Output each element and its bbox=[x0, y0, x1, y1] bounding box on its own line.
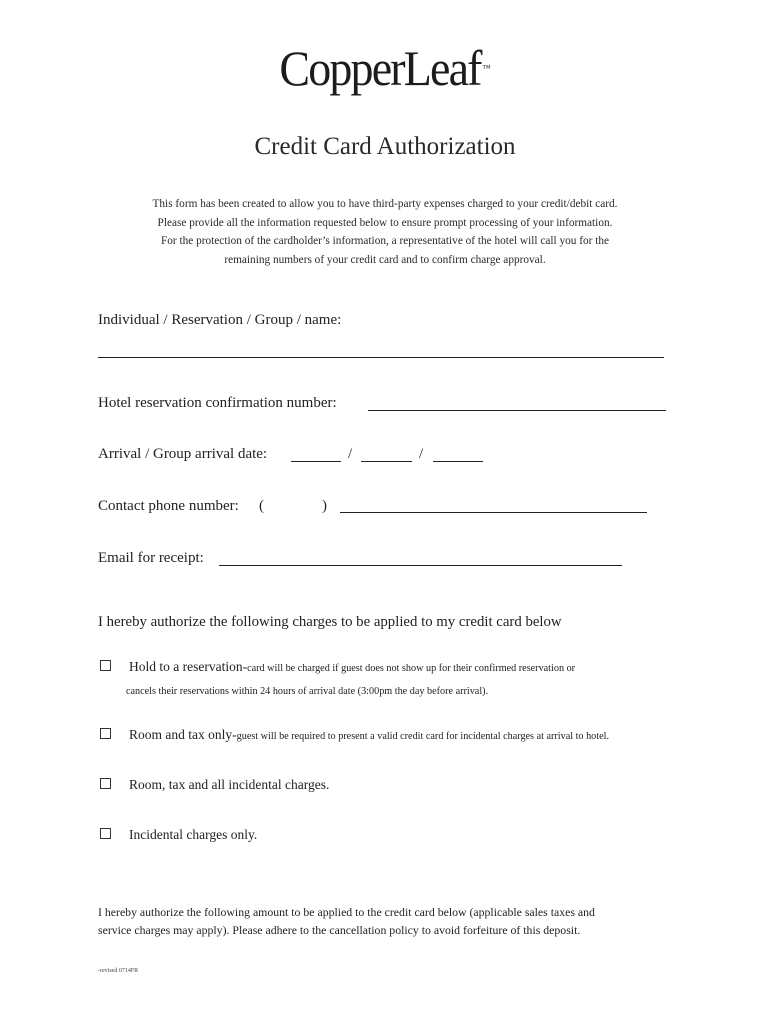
phone-close-paren: ) bbox=[322, 498, 327, 514]
option-detail: card will be charged if guest does not show up for their confirmed reservation or bbox=[247, 663, 576, 674]
intro-line: For the protection of the cardholder’s information, a representative of the hotel will call you for the bbox=[160, 235, 610, 247]
authorize-heading: I hereby authorize the following charges to be applied to my credit card below bbox=[98, 614, 562, 630]
intro-paragraph bbox=[90, 195, 680, 269]
email-label: Email for receipt: bbox=[98, 550, 204, 566]
phone-field-line[interactable] bbox=[340, 512, 647, 513]
checkbox-room-tax-incidentals[interactable] bbox=[100, 778, 111, 789]
confirmation-label: Hotel reservation confirmation number: bbox=[98, 395, 337, 411]
intro-line: remaining numbers of your credit card and to confirm charge approval. bbox=[224, 253, 546, 266]
option-label: Hold to a reservation- bbox=[129, 659, 248, 674]
revision-note: -revised 0714FR bbox=[98, 968, 139, 974]
logo-text: CopperLeaf bbox=[279, 40, 481, 96]
date-separator: / bbox=[348, 446, 353, 462]
phone-open-paren: ( bbox=[259, 498, 264, 514]
option-incidentals-only: Incidental charges only. bbox=[129, 827, 258, 842]
arrival-label: Arrival / Group arrival date: bbox=[98, 446, 268, 462]
option-hold-reservation bbox=[129, 658, 575, 678]
amount-text-line: service charges may apply). Please adhere to the cancellation policy to avoid forfeiture of this deposit. bbox=[98, 923, 581, 937]
date-separator: / bbox=[419, 446, 424, 462]
option-room-tax bbox=[129, 726, 609, 746]
option-detail: guest will be required to present a valid credit card for incidental charges at arrival to hotel. bbox=[236, 731, 609, 742]
option-detail-continued: cancels their reservations within 24 hours of arrival date (3:00pm the day before arrival). bbox=[126, 686, 489, 697]
option-label: Room and tax only- bbox=[129, 727, 237, 742]
checkbox-incidentals-only[interactable] bbox=[100, 828, 111, 839]
arrival-year-line[interactable] bbox=[433, 461, 483, 462]
name-label: Individual / Reservation / Group / name: bbox=[98, 312, 342, 328]
copperleaf-logo bbox=[31, 38, 739, 98]
phone-label: Contact phone number: bbox=[98, 498, 239, 514]
confirmation-field-line[interactable] bbox=[368, 410, 666, 411]
intro-line: Please provide all the information requested below to ensure prompt processing of your information. bbox=[157, 216, 613, 229]
checkbox-hold-reservation[interactable] bbox=[100, 660, 111, 671]
form-title: Credit Card Authorization bbox=[254, 133, 516, 160]
email-field-line[interactable] bbox=[219, 565, 622, 566]
amount-text-line: I hereby authorize the following amount to be applied to the credit card below (applicable sales taxes and bbox=[98, 905, 595, 919]
name-field-line[interactable] bbox=[98, 357, 664, 358]
intro-line: This form has been created to allow you to have third-party expenses charged to your credit/debit card. bbox=[152, 198, 618, 210]
logo-trademark: ™ bbox=[482, 63, 491, 73]
checkbox-room-tax[interactable] bbox=[100, 728, 111, 739]
arrival-day-line[interactable] bbox=[361, 461, 412, 462]
arrival-month-line[interactable] bbox=[291, 461, 341, 462]
option-room-tax-incidentals: Room, tax and all incidental charges. bbox=[129, 777, 330, 792]
